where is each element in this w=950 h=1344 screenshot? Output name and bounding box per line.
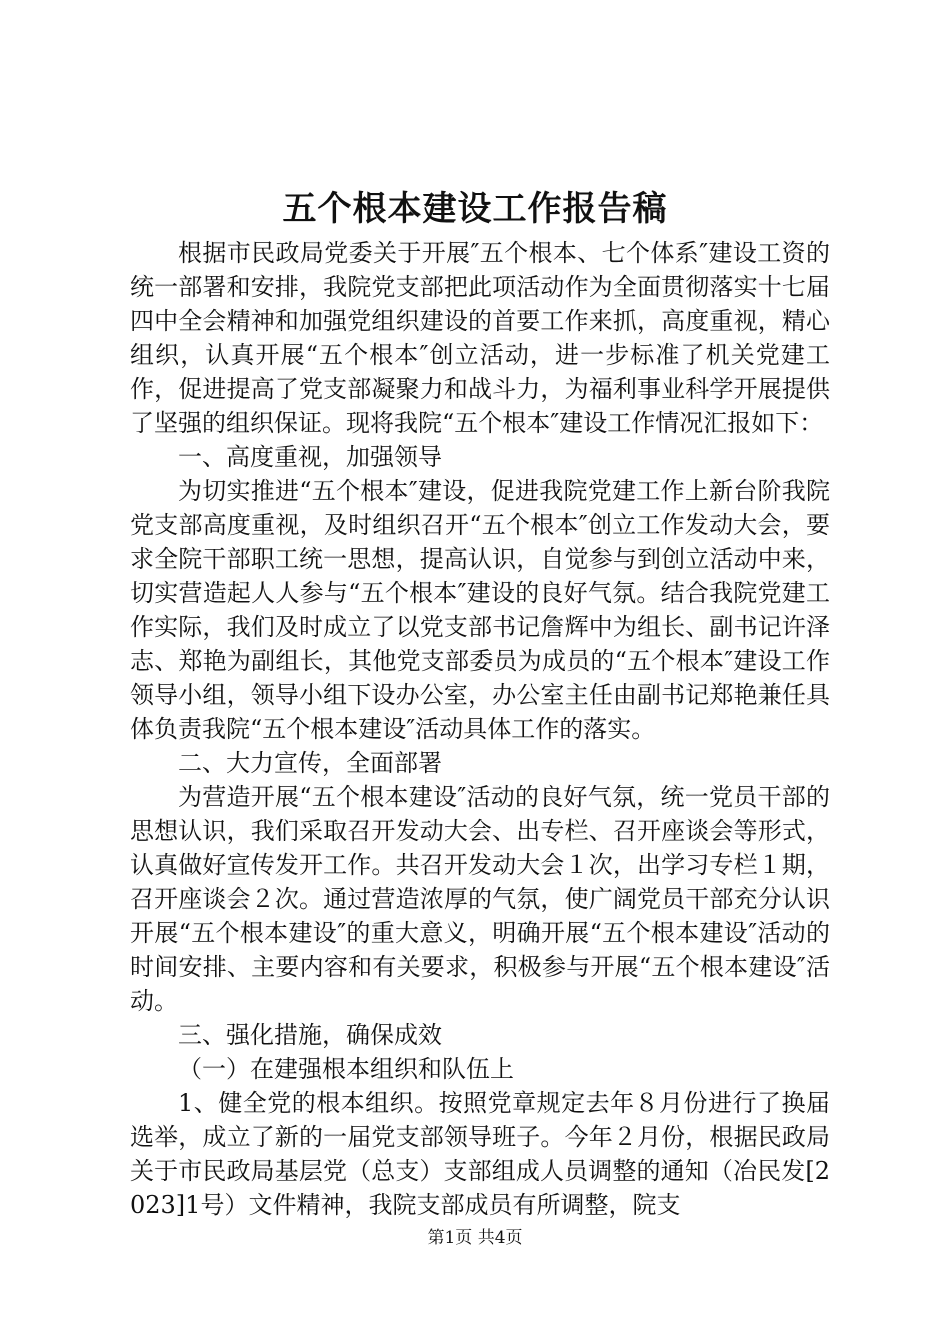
section-heading-3: 三、强化措施，确保成效 (178, 1021, 442, 1049)
paragraph-section-1: 为切实推进“五个根本″建设，促进我院党建工作上新台阶我院党支部高度重视，及时组织召开“五个根本″创立工作发动大会，要求全院干部职工统一思想，提高认识，自觉参与到创立活动中来，切实营造起人人参与“五个根本″建设的良好气氛。结合我院党建工作实际，我们及时成立了以党支部书记詹辉中为组长、副书记许泽志、郑艳为副组长，其他党支部委员为成员的“五个根本″建设工作领导小组，领导小组下设办公室，办公室主任由副书记郑艳兼任具体负责我院“五个根本建设″活动具体工作的落实。 (130, 477, 830, 743)
section-heading-1: 一、高度重视，加强领导 (178, 443, 442, 471)
subsection-heading-1: （一）在建强根本组织和队伍上 (178, 1055, 514, 1083)
section-heading-2: 二、大力宣传，全面部署 (178, 749, 442, 777)
document-title: 五个根本建设工作报告稿 (282, 189, 668, 229)
paragraph-subsection-1: 1、健全党的根本组织。按照党章规定去年８月份进行了换届选举，成立了新的一届党支部领导班子。今年２月份，根据民政局关于市民政局基层党（总支）支部组成人员调整的通知（冶民发[2023]1号）文件精神，我院支部成员有所调整，院支 (130, 1089, 830, 1219)
page-number-footer: 第1页 共4页 (427, 1228, 523, 1248)
paragraph-intro: 根据市民政局党委关于开展″五个根本、七个体系″建设工资的统一部署和安排，我院党支部把此项活动作为全面贯彻落实十七届四中全会精神和加强党组织建设的首要工作来抓，高度重视，精心组织，认真开展“五个根本″创立活动，进一步标准了机关党建工作，促进提高了党支部凝聚力和战斗力，为福利事业科学开展提供了坚强的组织保证。现将我院“五个根本″建设工作情况汇报如下： (130, 239, 830, 437)
paragraph-section-2: 为营造开展“五个根本建设″活动的良好气氛，统一党员干部的思想认识，我们采取召开发动大会、出专栏、召开座谈会等形式，认真做好宣传发开工作。共召开发动大会１次，出学习专栏１期，召开座谈会２次。通过营造浓厚的气氛，使广阔党员干部充分认识开展“五个根本建设″的重大意义，明确开展“五个根本建设″活动的时间安排、主要内容和有关要求，积极参与开展“五个根本建设″活动。 (130, 783, 830, 1015)
document-body (130, 236, 830, 1222)
